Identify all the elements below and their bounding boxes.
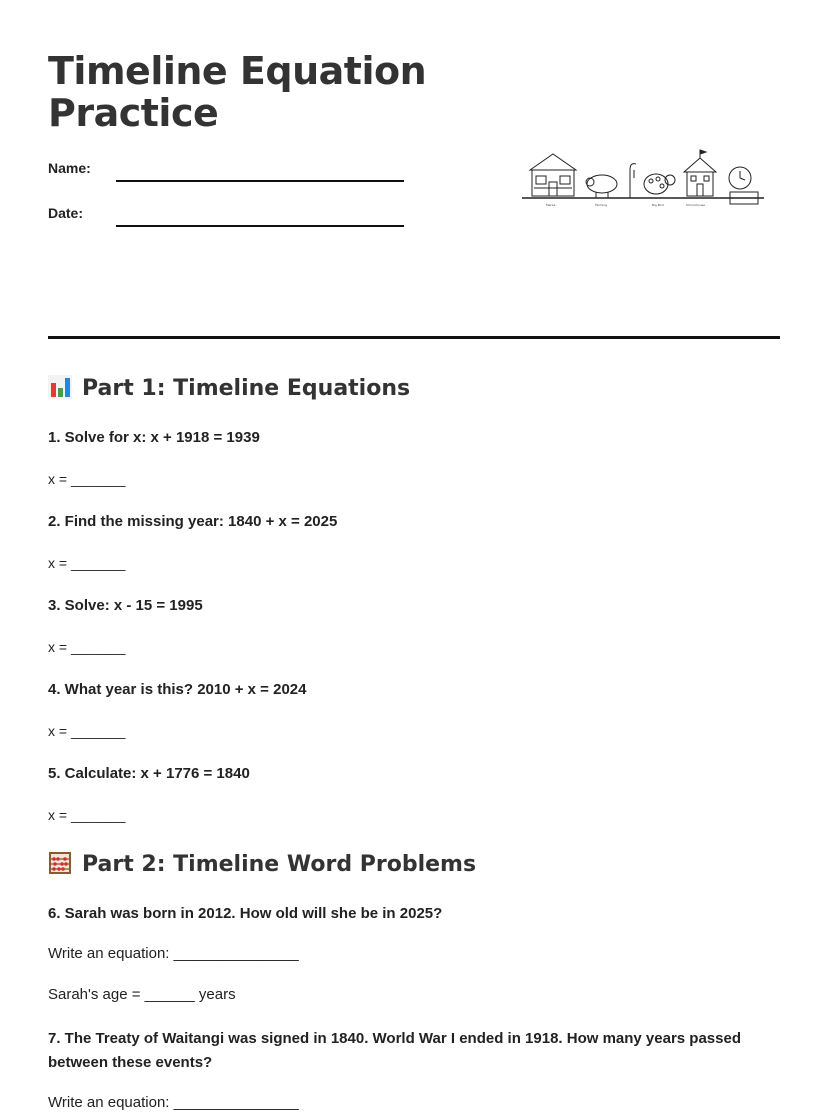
question-6-equation[interactable]: Write an equation: _______________ [48,945,299,962]
bar-chart-icon [48,375,72,399]
timeline-label-3: Big Bird [652,203,664,207]
page-title-line-2: Practice [48,91,219,135]
question-3: 3. Solve: x - 15 = 1995 [48,597,203,614]
part1-heading-text: Part 1: Timeline Equations [82,376,411,401]
marae-icon [530,154,576,196]
question-7-equation[interactable]: Write an equation: _______________ [48,1094,299,1111]
timeline-label-1: Marae [546,203,556,207]
answer-4[interactable]: x = _______ [48,723,126,739]
date-label: Date: [48,205,84,221]
question-4: 4. What year is this? 2010 + x = 2024 [48,681,307,698]
question-1: 1. Solve for x: x + 1918 = 1939 [48,429,260,446]
page-title [48,50,426,134]
question-7-line-2: between these events? [48,1054,213,1071]
timeline-label-2: Farming [595,203,608,207]
question-6-age[interactable]: Sarah's age = ______ years [48,986,236,1003]
question-7 [48,1027,780,1075]
answer-3[interactable]: x = _______ [48,639,126,655]
answer-1[interactable]: x = _______ [48,471,126,487]
part1-heading [48,375,410,403]
timeline-label-4: Schoolhouse [686,203,706,207]
timeline-illustration [520,148,766,214]
cane-icon [630,164,636,198]
page-title-line-1: Timeline Equation [48,49,427,93]
date-underline [116,225,404,227]
question-7-line-1: 7. The Treaty of Waitangi was signed in 1840. World War I ended in 1918. How many years passed [48,1030,741,1047]
part2-heading [48,851,476,879]
section-divider [48,336,780,339]
schoolhouse-icon [684,150,716,196]
part2-heading-text: Part 2: Timeline Word Problems [82,852,477,877]
palette-icon [644,174,675,194]
abacus-icon [48,851,72,875]
question-5: 5. Calculate: x + 1776 = 1840 [48,765,250,782]
question-2: 2. Find the missing year: 1840 + x = 2025 [48,513,338,530]
question-6: 6. Sarah was born in 2012. How old will she be in 2025? [48,905,443,922]
name-underline [116,180,404,182]
answer-5[interactable]: x = _______ [48,807,126,823]
answer-2[interactable]: x = _______ [48,555,126,571]
clock-cake-icon [729,167,758,204]
sheep-icon [586,175,617,198]
name-label: Name: [48,160,91,176]
